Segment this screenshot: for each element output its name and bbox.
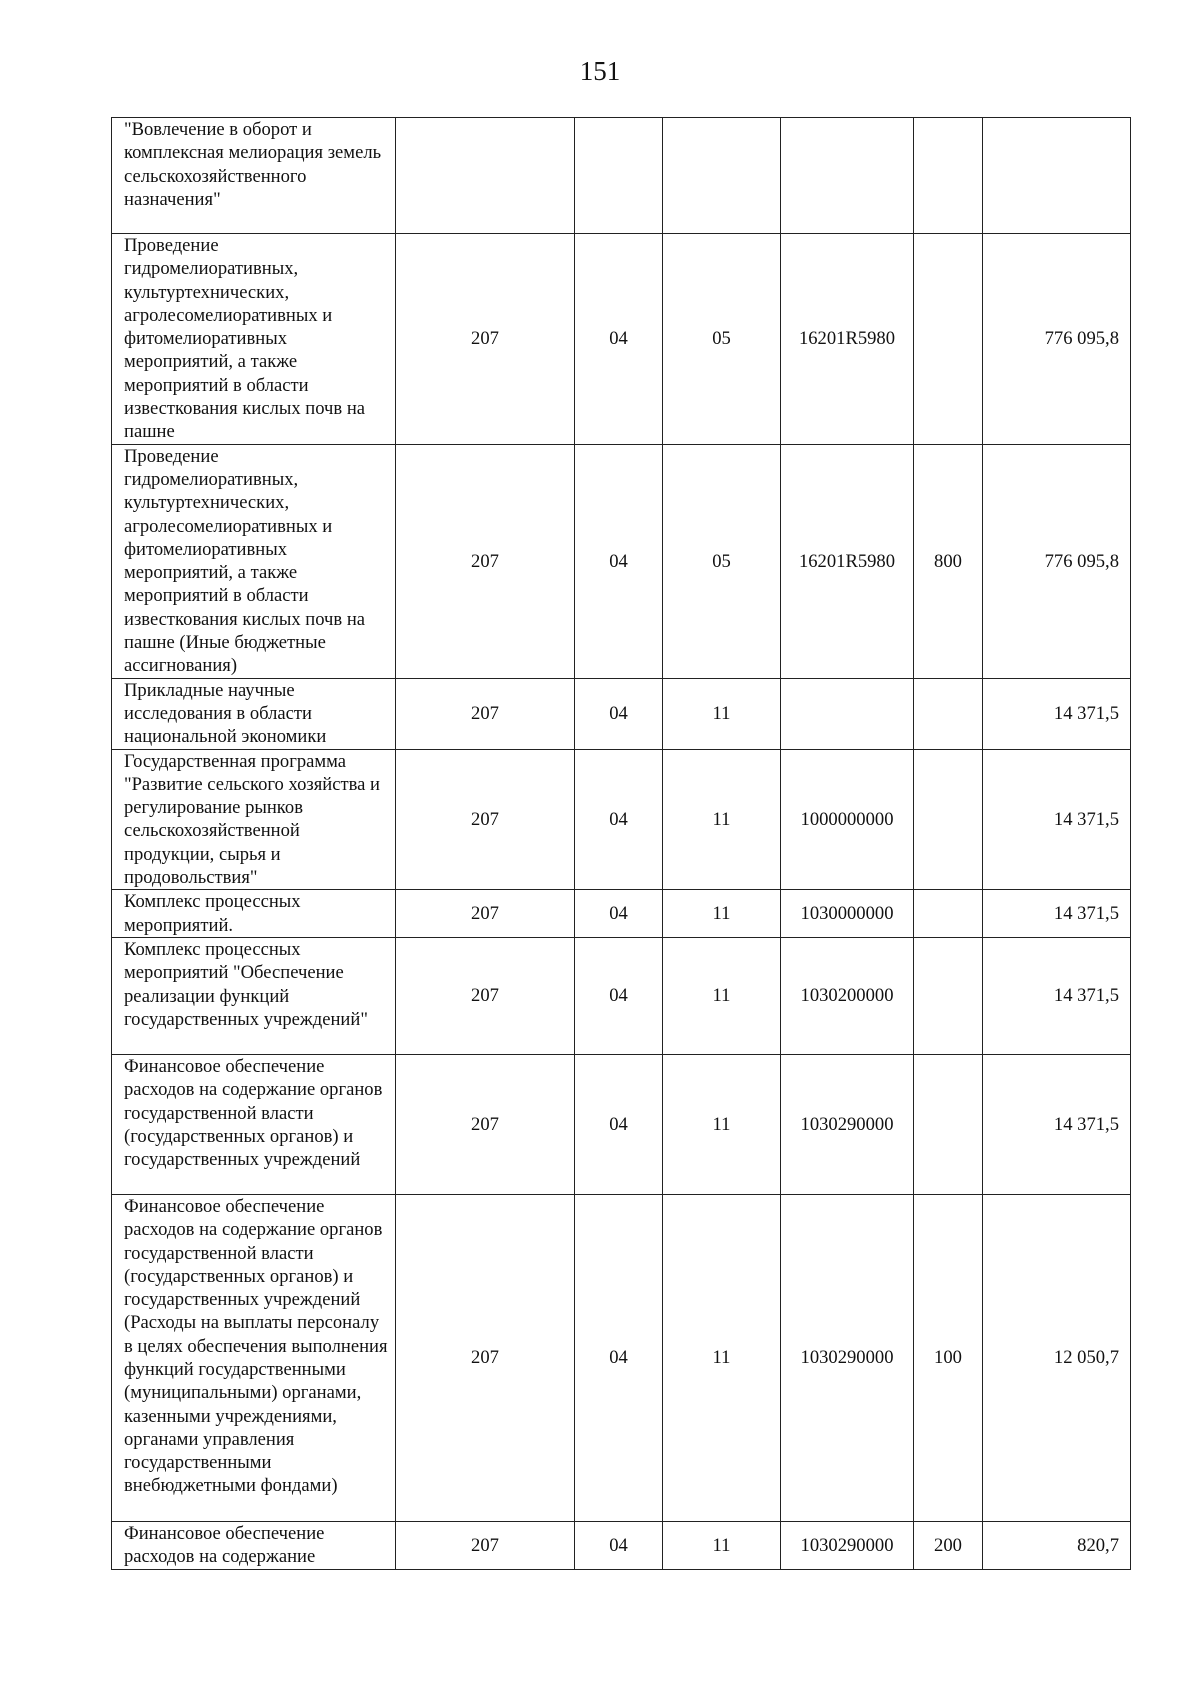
table-row xyxy=(112,678,1131,749)
gl-code: 207 xyxy=(396,234,575,445)
amount: 14 371,5 xyxy=(983,678,1131,749)
section-code: 04 xyxy=(575,1054,663,1194)
section-code: 04 xyxy=(575,444,663,678)
section-code: 04 xyxy=(575,1521,663,1569)
row-name: "Вовлечение в оборот и комплексная мелиорация земель сельскохозяйственного назначения" xyxy=(112,118,396,234)
expense-type-code xyxy=(914,678,983,749)
gl-code: 207 xyxy=(396,890,575,938)
gl-code xyxy=(396,118,575,234)
table-row xyxy=(112,749,1131,890)
expense-type-code xyxy=(914,234,983,445)
amount: 12 050,7 xyxy=(983,1194,1131,1521)
row-name: Комплекс процессных мероприятий. xyxy=(112,890,396,938)
target-article-code: 1000000000 xyxy=(781,749,914,890)
subsection-code: 11 xyxy=(663,749,781,890)
expense-type-code xyxy=(914,937,983,1054)
expense-type-code xyxy=(914,749,983,890)
subsection-code: 11 xyxy=(663,1054,781,1194)
subsection-code xyxy=(663,118,781,234)
row-name: Финансовое обеспечение расходов на содержание органов государственной власти (государственных органов) и государственных учреждений xyxy=(112,1054,396,1194)
row-name: Прикладные научные исследования в области национальной экономики xyxy=(112,678,396,749)
subsection-code: 11 xyxy=(663,1194,781,1521)
amount: 776 095,8 xyxy=(983,444,1131,678)
expense-type-code: 200 xyxy=(914,1521,983,1569)
amount: 14 371,5 xyxy=(983,1054,1131,1194)
section-code: 04 xyxy=(575,234,663,445)
target-article-code: 16201R5980 xyxy=(781,234,914,445)
gl-code: 207 xyxy=(396,444,575,678)
target-article-code xyxy=(781,118,914,234)
row-name: Финансовое обеспечение расходов на содержание xyxy=(112,1521,396,1569)
subsection-code: 05 xyxy=(663,234,781,445)
table-row xyxy=(112,1194,1131,1521)
row-name: Государственная программа "Развитие сельского хозяйства и регулирование рынков сельскохозяйственной продукции, сырья и продовольствия" xyxy=(112,749,396,890)
expense-type-code xyxy=(914,1054,983,1194)
expense-type-code: 800 xyxy=(914,444,983,678)
table-row xyxy=(112,890,1131,938)
target-article-code xyxy=(781,678,914,749)
table-row xyxy=(112,1054,1131,1194)
amount xyxy=(983,118,1131,234)
target-article-code: 16201R5980 xyxy=(781,444,914,678)
target-article-code: 1030290000 xyxy=(781,1054,914,1194)
target-article-code: 1030290000 xyxy=(781,1194,914,1521)
page-number: 151 xyxy=(579,56,621,86)
section-code: 04 xyxy=(575,1194,663,1521)
section-code: 04 xyxy=(575,890,663,938)
row-name: Финансовое обеспечение расходов на содержание органов государственной власти (государственных органов) и государственных учреждений (Расходы на выплаты персоналу в целях обеспечения выполнения функций государственными (муниципальными) органами, казенными учреждениями, органами управления государственными внебюджетными фондами) xyxy=(112,1194,396,1521)
expense-type-code xyxy=(914,118,983,234)
expense-type-code: 100 xyxy=(914,1194,983,1521)
amount: 14 371,5 xyxy=(983,937,1131,1054)
row-name: Проведение гидромелиоративных, культуртехнических, агролесомелиоративных и фитомелиоративных мероприятий, а также мероприятий в области известкования кислых почв на пашне (Иные бюджетные ассигнования) xyxy=(112,444,396,678)
gl-code: 207 xyxy=(396,937,575,1054)
subsection-code: 05 xyxy=(663,444,781,678)
gl-code: 207 xyxy=(396,1521,575,1569)
section-code: 04 xyxy=(575,749,663,890)
amount: 14 371,5 xyxy=(983,749,1131,890)
subsection-code: 11 xyxy=(663,1521,781,1569)
subsection-code: 11 xyxy=(663,890,781,938)
target-article-code: 1030290000 xyxy=(781,1521,914,1569)
subsection-code: 11 xyxy=(663,937,781,1054)
table-row xyxy=(112,118,1131,234)
table-row xyxy=(112,234,1131,445)
expense-type-code xyxy=(914,890,983,938)
amount: 14 371,5 xyxy=(983,890,1131,938)
row-name: Проведение гидромелиоративных, культуртехнических, агролесомелиоративных и фитомелиоративных мероприятий, а также мероприятий в области известкования кислых почв на пашне xyxy=(112,234,396,445)
gl-code: 207 xyxy=(396,678,575,749)
table-row xyxy=(112,1521,1131,1569)
section-code xyxy=(575,118,663,234)
gl-code: 207 xyxy=(396,749,575,890)
section-code: 04 xyxy=(575,678,663,749)
table-row xyxy=(112,937,1131,1054)
gl-code: 207 xyxy=(396,1054,575,1194)
row-name: Комплекс процессных мероприятий "Обеспечение реализации функций государственных учреждений" xyxy=(112,937,396,1054)
table-row xyxy=(112,444,1131,678)
budget-table xyxy=(111,117,1131,1570)
gl-code: 207 xyxy=(396,1194,575,1521)
amount: 776 095,8 xyxy=(983,234,1131,445)
target-article-code: 1030200000 xyxy=(781,937,914,1054)
amount: 820,7 xyxy=(983,1521,1131,1569)
section-code: 04 xyxy=(575,937,663,1054)
subsection-code: 11 xyxy=(663,678,781,749)
target-article-code: 1030000000 xyxy=(781,890,914,938)
